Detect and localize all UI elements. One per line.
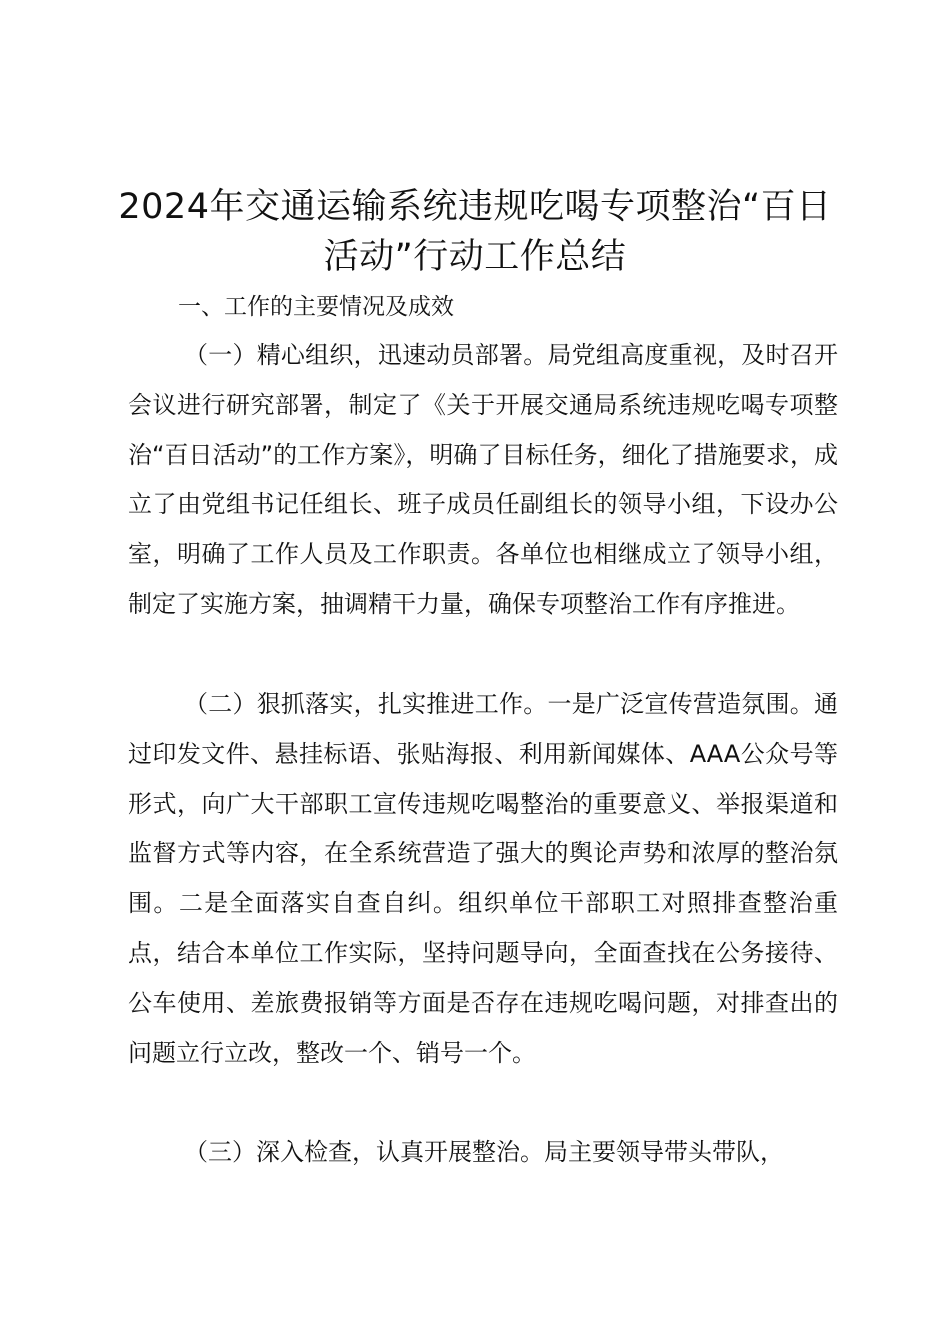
paragraph-1: （一）精心组织，迅速动员部署。局党组高度重视，及时召开会议进行研究部署，制定了《关于开展交通局系统违规吃喝专项整治“百日活动”的工作方案》，明确了目标任务，细化了措施要求，成立了由党组书记任组长、班子成员任副组长的领导小组，下设办公室，明确了工作人员及工作职责。各单位也相继成立了领导小组，制定了实施方案，抽调精干力量，确保专项整治工作有序推进。: [128, 341, 838, 618]
section-heading: 一、工作的主要情况及成效: [178, 294, 454, 320]
paragraph-2: （二）狠抓落实，扎实推进工作。一是广泛宣传营造氛围。通过印发文件、悬挂标语、张贴海报、利用新闻媒体、AAA公众号等形式，向广大干部职工宣传违规吃喝整治的重要意义、举报渠道和监督方式等内容，在全系统营造了强大的舆论声势和浓厚的整治氛围。二是全面落实自查自纠。组织单位干部职工对照排查整治重点，结合本单位工作实际，坚持问题导向，全面查找在公务接待、公车使用、差旅费报销等方面是否存在违规吃喝问题，对排查出的问题立行立改，整改一个、销号一个。: [128, 690, 838, 1067]
paragraph-3: （三）深入检查，认真开展整治。局主要领导带头带队，: [184, 1138, 784, 1166]
document-title: 2024年交通运输系统违规吃喝专项整治“百日活动”行动工作总结: [118, 187, 832, 277]
